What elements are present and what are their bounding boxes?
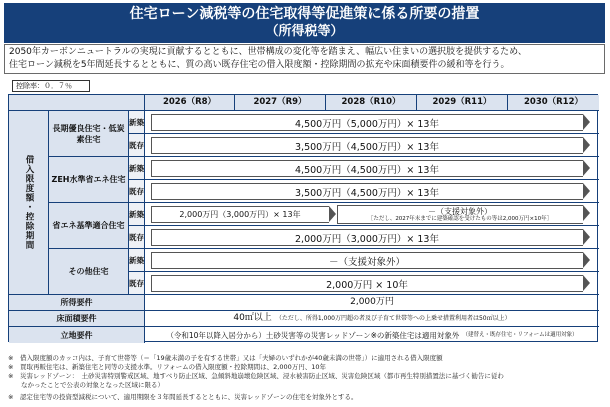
- arrow-energy-used: 2,000万円（3,000万円）× 13年: [151, 229, 583, 246]
- arrow-energy-new-rest: －（支援対象外） ［ただし、2027年末までに建築確認を受けたもの等は2,000万円×10年］: [337, 205, 583, 224]
- arrow-zeh-new: 4,500万円（4,500万円）× 13年: [151, 160, 583, 177]
- header-blank: [9, 95, 145, 111]
- borrowing-limit-label: 借入限度額・控除期間: [9, 111, 49, 295]
- footnote-2: ※ 買取再販住宅は、新築住宅と同等の支援水準。リフォームの借入限度額・控除期間は、2,000万円、10年: [8, 363, 327, 371]
- title-bar: [4, 3, 605, 43]
- floor-area-requirement-label: 床面積要件: [9, 311, 145, 327]
- floor-area-note: （ただし、所得1,000万円超の者及び子育て世帯等への上乗せ措置利用者は50㎡以上）: [275, 314, 511, 322]
- footnote-1: ※ 借入限度額のカッコ内は、子育て世帯等（＝「19歳未満の子を有する世帯」又は「夫婦のいずれかが40歳未満の世帯」）に適用される借入限度額: [8, 354, 443, 362]
- footnote-4: ※ 認定住宅等の投資型減税について、適用期限を３年間延長するとともに、災害レッドゾーンの住宅を対象外とする。: [8, 393, 358, 401]
- arrow-zeh-used: 3,500万円（4,500万円）× 13年: [151, 183, 583, 200]
- arrow-long-new: 4,500万円（5,000万円）× 13年: [151, 114, 583, 131]
- year-header-2026: 2026（R8）: [145, 95, 235, 111]
- arrow-other-used: 2,000万円 × 10年: [151, 275, 583, 292]
- new-label: 新築: [129, 157, 145, 180]
- floor-area-value: 40㎡以上: [233, 313, 272, 323]
- footnote-3-cont: なかったことで公表の対象となった区域に限る）: [8, 381, 164, 389]
- intro-line-1: 2050年カーボンニュートラルの実現に貢献するとともに、世帯構成の変化等を踏まえ、幅広い住まいの選択肢を提供するため、: [9, 47, 527, 57]
- arrow-other-new: －（支援対象外）: [151, 252, 583, 269]
- year-header-2029: 2029（R11）: [417, 95, 508, 111]
- deduction-rate: 控除率：０．７％: [12, 80, 90, 92]
- intro-box: [4, 44, 605, 74]
- page-title: 住宅ローン減税等の住宅取得等促進策に係る所要の措置: [129, 6, 480, 22]
- used-label: 既存: [129, 272, 145, 295]
- category-zeh: ZEH水準省エネ住宅: [49, 157, 129, 203]
- used-label: 既存: [129, 180, 145, 203]
- intro-line-2: 住宅ローン減税を5年間延長するとともに、質の高い既存住宅の借入限度額・控除期間の拡充や床面積要件の緩和等を行う。: [9, 60, 510, 70]
- category-long-term: 長期優良住宅・低炭素住宅: [49, 111, 129, 157]
- footnote-3: ※ 災害レッドゾーン： 土砂災害特別警戒区域、地すべり防止区域、急傾斜地崩壊危険区域、浸水被害防止区域、災害危険区域（都市再生特別措置法に基づく勧告に従わ: [8, 372, 504, 380]
- footnotes: [8, 354, 606, 402]
- location-requirement-label: 立地要件: [9, 327, 145, 343]
- new-label: 新築: [129, 203, 145, 226]
- arrow-energy-new-2026: 2,000万円（3,000万円）× 13年: [151, 206, 329, 223]
- new-label: 新築: [129, 249, 145, 272]
- location-requirement: [145, 327, 599, 343]
- year-header-2027: 2027（R9）: [235, 95, 326, 111]
- income-requirement-value: 2,000万円: [145, 295, 599, 311]
- used-label: 既存: [129, 226, 145, 249]
- category-energy-standard: 省エネ基準適合住宅: [49, 203, 129, 249]
- measures-table: [8, 94, 598, 342]
- location-note: （建替え・既存住宅・リフォームは適用対象）: [462, 332, 578, 338]
- page-subtitle: （所得税等）: [265, 24, 344, 39]
- year-header-2030: 2030（R12）: [508, 95, 599, 111]
- year-header-2028: 2028（R10）: [326, 95, 417, 111]
- used-label: 既存: [129, 134, 145, 157]
- floor-area-requirement: [145, 311, 599, 327]
- category-other: その他住宅: [49, 249, 129, 295]
- arrow-long-used: 3,500万円（4,500万円）× 13年: [151, 137, 583, 154]
- new-label: 新築: [129, 111, 145, 134]
- income-requirement-label: 所得要件: [9, 295, 145, 311]
- location-value: （令和10年以降入居分から）土砂災害等の災害レッドゾーン※の新築住宅は適用対象外: [166, 330, 460, 340]
